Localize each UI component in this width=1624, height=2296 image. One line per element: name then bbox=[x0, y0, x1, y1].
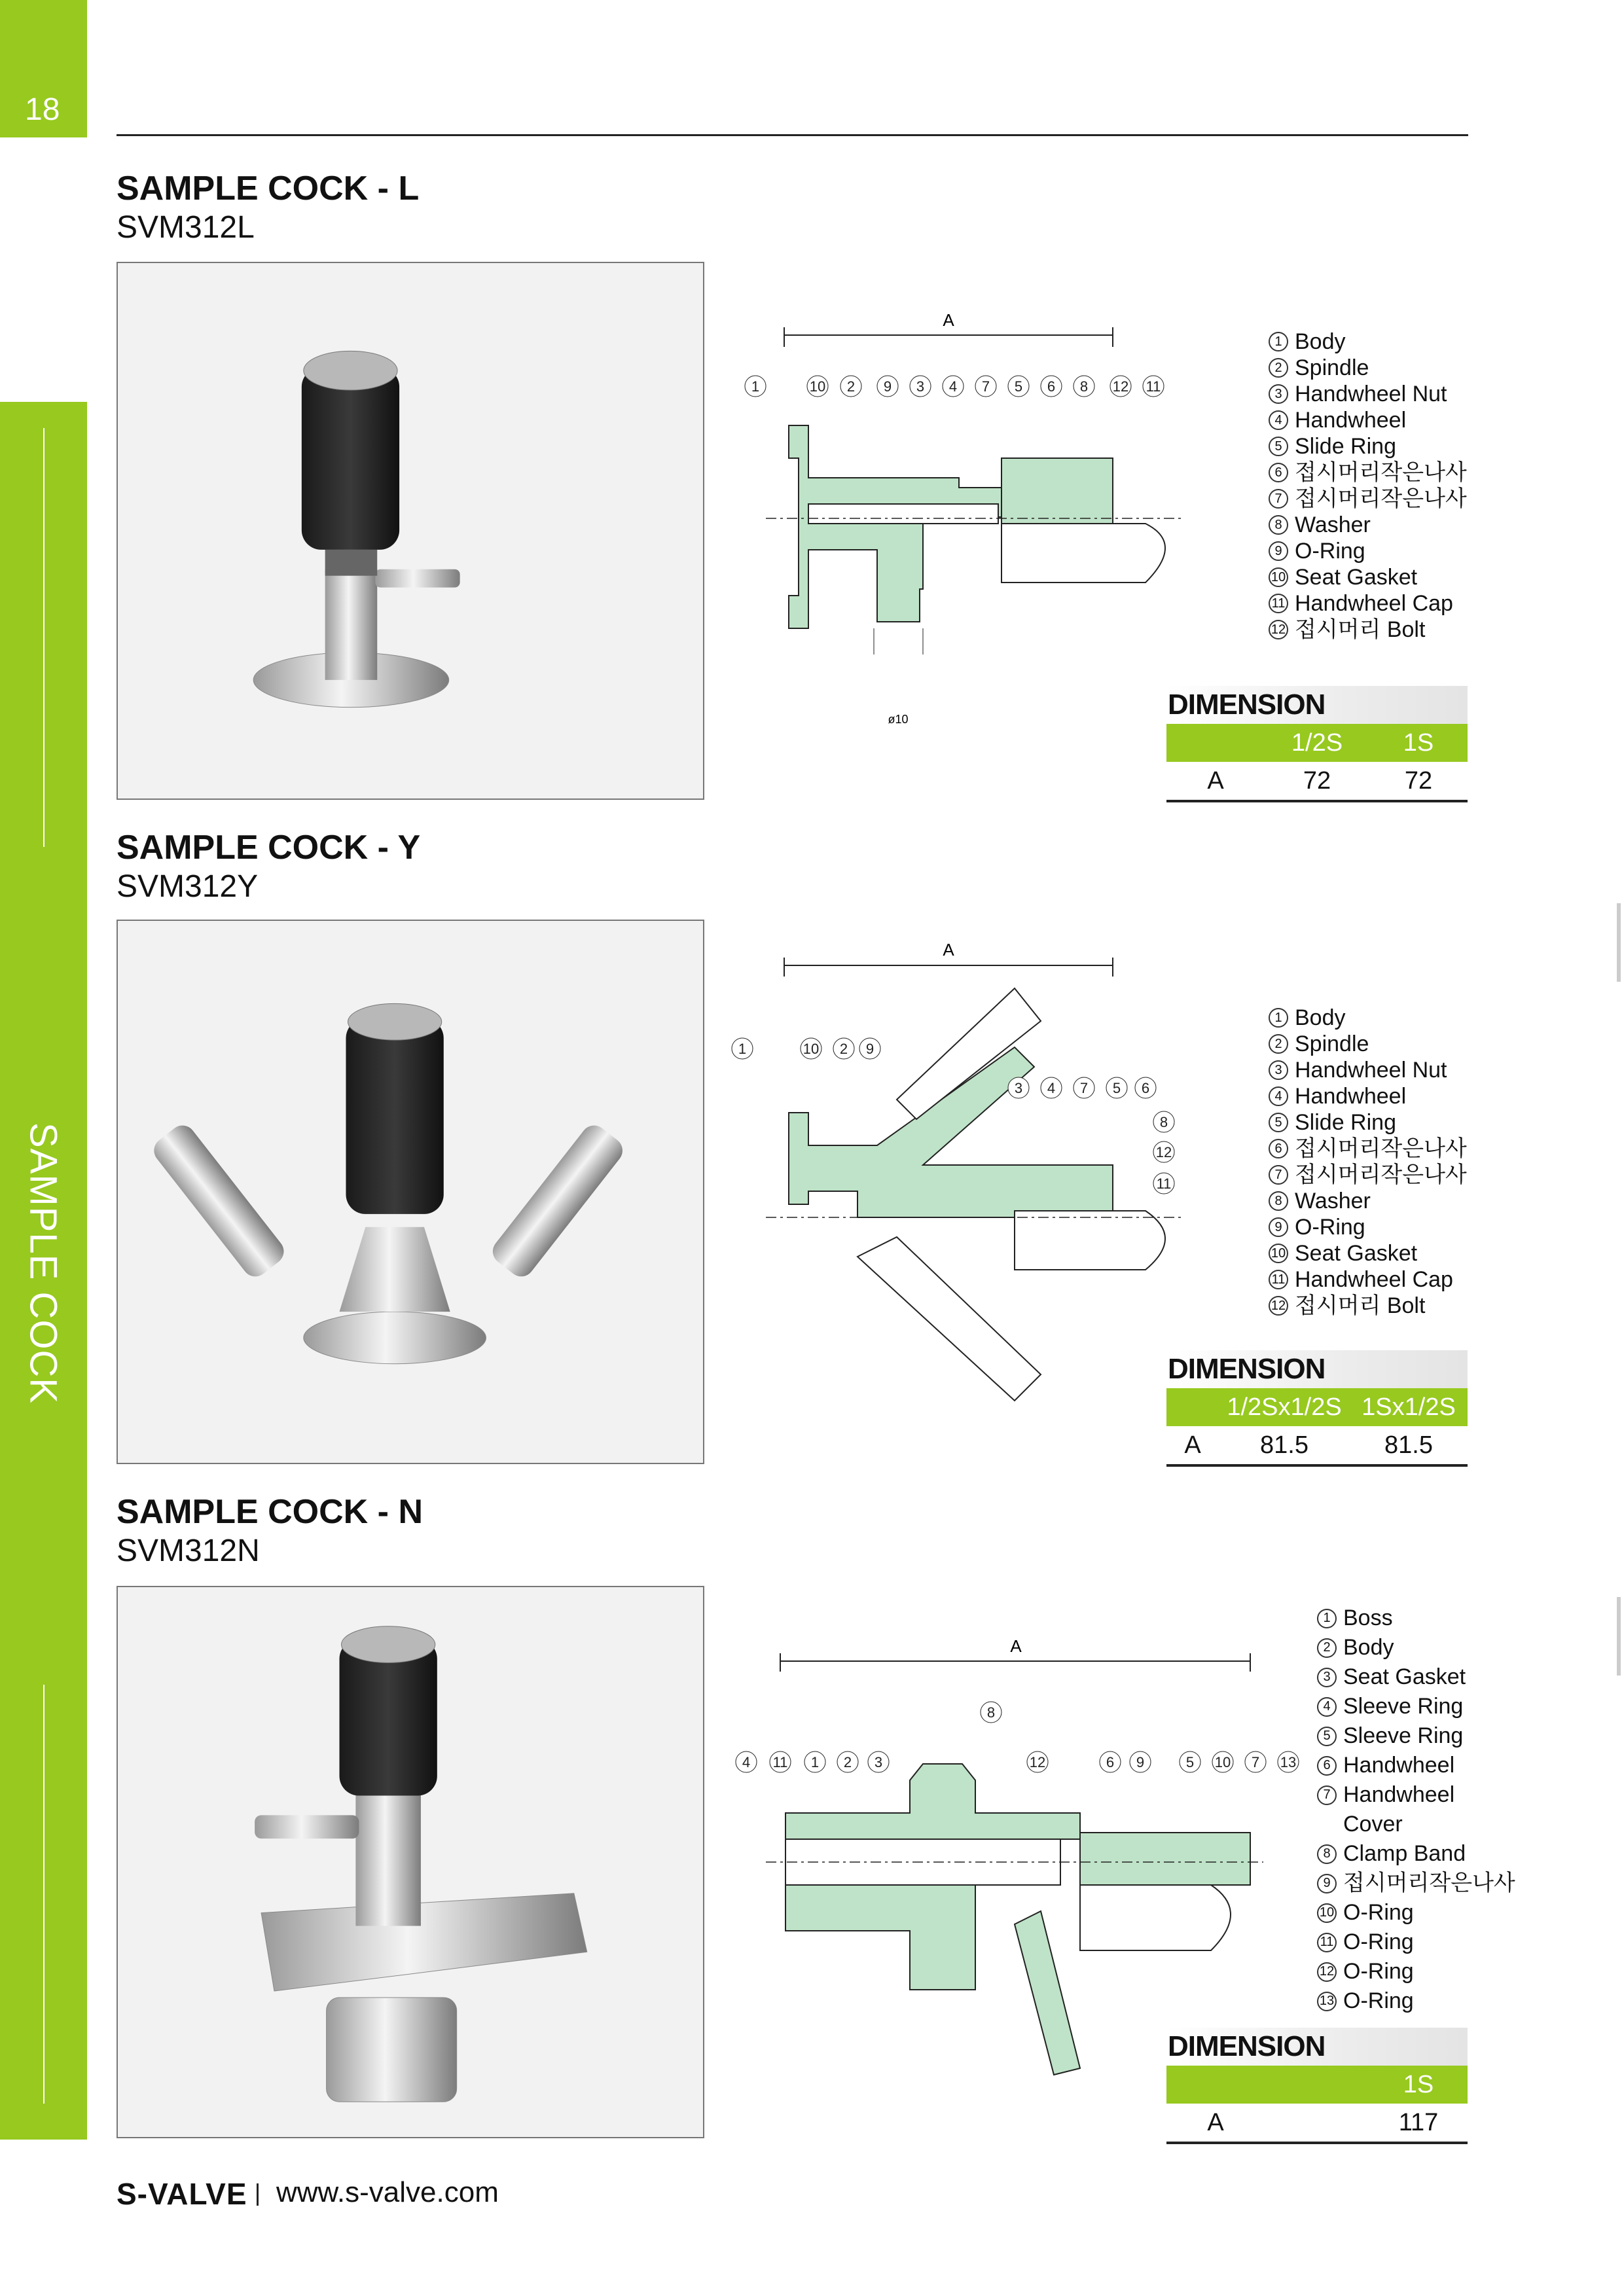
product-photo-sample-cock-n bbox=[117, 1586, 704, 2138]
callout: 4 bbox=[742, 1754, 751, 1770]
parts-list-item: 12 접시머리 Bolt bbox=[1269, 617, 1467, 643]
callout: 7 bbox=[981, 378, 990, 395]
callout: 13 bbox=[1280, 1754, 1297, 1770]
callout: 7 bbox=[1251, 1754, 1260, 1770]
dimension-header-row: 1/2S 1S bbox=[1166, 724, 1468, 762]
parts-list-item: 8 Washer bbox=[1269, 1188, 1467, 1214]
callout: 11 bbox=[1146, 378, 1161, 395]
footer-website-link[interactable]: www.s-valve.com bbox=[276, 2176, 499, 2208]
parts-list-item: 1 Body bbox=[1269, 1005, 1467, 1031]
parts-list-item: 11 Handwheel Cap bbox=[1269, 1266, 1467, 1293]
callout: 2 bbox=[843, 1754, 852, 1770]
parts-list-item: 7 접시머리작은나사 bbox=[1269, 486, 1467, 512]
parts-list-item: 11 Handwheel Cap bbox=[1269, 590, 1467, 617]
callout: 4 bbox=[1047, 1080, 1056, 1096]
parts-list-item: 2 Spindle bbox=[1269, 355, 1467, 381]
section-title: SAMPLE COCK - N bbox=[117, 1493, 423, 1531]
callout: 12 bbox=[1112, 378, 1129, 395]
parts-list-item: 12 접시머리 Bolt bbox=[1269, 1293, 1467, 1319]
callout: 3 bbox=[874, 1754, 883, 1770]
callout: 3 bbox=[1014, 1080, 1023, 1096]
parts-list-item: 11 O-Ring bbox=[1317, 1928, 1515, 1957]
callout: 5 bbox=[1112, 1080, 1121, 1096]
parts-list-item: 3 Handwheel Nut bbox=[1269, 1057, 1467, 1083]
callout: 6 bbox=[1106, 1754, 1115, 1770]
parts-list-item: 6 접시머리작은나사 bbox=[1269, 1136, 1467, 1162]
dimension-title: DIMENSION bbox=[1166, 2028, 1468, 2066]
callout: 9 bbox=[1136, 1754, 1145, 1770]
callout: 2 bbox=[846, 378, 856, 395]
parts-list-item: 8 Washer bbox=[1269, 512, 1467, 538]
callout: 8 bbox=[1159, 1114, 1168, 1130]
callout: 6 bbox=[1141, 1080, 1150, 1096]
callout: 12 bbox=[1155, 1144, 1172, 1160]
parts-list-item: 12 O-Ring bbox=[1317, 1957, 1515, 1986]
parts-list-item: Cover bbox=[1343, 1812, 1403, 1837]
product-photo-sample-cock-l bbox=[117, 262, 704, 800]
parts-list-item: 9 O-Ring bbox=[1269, 538, 1467, 564]
dimension-table bbox=[1166, 686, 1468, 802]
parts-list-item: 2 Spindle bbox=[1269, 1031, 1467, 1057]
parts-list-item: 5 Slide Ring bbox=[1269, 433, 1467, 459]
callout: 3 bbox=[916, 378, 925, 395]
callout: 10 bbox=[1214, 1754, 1231, 1770]
dimension-title: DIMENSION bbox=[1166, 686, 1468, 724]
sidebar-line-bottom bbox=[43, 1685, 45, 2104]
callout: 1 bbox=[738, 1041, 747, 1057]
callout: 2 bbox=[839, 1041, 848, 1057]
callout: 5 bbox=[1014, 378, 1023, 395]
parts-list-item: 2 Body bbox=[1317, 1633, 1515, 1662]
section-model: SVM312N bbox=[117, 1534, 260, 1568]
parts-list-item: 8 Clamp Band bbox=[1317, 1839, 1515, 1869]
callout: 5 bbox=[1185, 1754, 1195, 1770]
dimension-a-label: A bbox=[943, 310, 954, 330]
callout: 9 bbox=[883, 378, 892, 395]
header-rule bbox=[117, 134, 1468, 136]
callout: 11 bbox=[772, 1754, 788, 1770]
dimension-table bbox=[1166, 1350, 1468, 1467]
parts-list bbox=[1317, 1604, 1515, 2016]
parts-list-item: 13 O-Ring bbox=[1317, 1986, 1515, 2016]
dimension-a-label: A bbox=[943, 940, 954, 960]
section-model: SVM312L bbox=[117, 210, 255, 245]
section-drawing-sample-cock-l bbox=[727, 308, 1250, 733]
parts-list-item: 10 Seat Gasket bbox=[1269, 564, 1467, 590]
dimension-table bbox=[1166, 2028, 1468, 2144]
edge-tick bbox=[1617, 1597, 1621, 1676]
parts-list-item: 10 Seat Gasket bbox=[1269, 1240, 1467, 1266]
sidebar-label: SAMPLE COCK bbox=[22, 1122, 65, 1404]
callout: 1 bbox=[751, 378, 760, 395]
callout: 10 bbox=[803, 1041, 820, 1057]
parts-list bbox=[1269, 1005, 1467, 1319]
parts-list-item: 5 Sleeve Ring bbox=[1317, 1721, 1515, 1751]
section-model: SVM312Y bbox=[117, 869, 259, 904]
parts-list-item: 7 접시머리작은나사 bbox=[1269, 1162, 1467, 1188]
parts-list-item: 5 Slide Ring bbox=[1269, 1109, 1467, 1136]
parts-list-item: 6 접시머리작은나사 bbox=[1269, 459, 1467, 486]
parts-list-item: 1 Boss bbox=[1317, 1604, 1515, 1633]
dimension-header-row: 1/2Sx1/2S 1Sx1/2S bbox=[1166, 1388, 1468, 1426]
parts-list-item: 9 O-Ring bbox=[1269, 1214, 1467, 1240]
parts-list-item: 1 Body bbox=[1269, 329, 1467, 355]
dimension-row: A 72 72 bbox=[1166, 762, 1468, 802]
parts-list-item: 7 Handwheel bbox=[1317, 1780, 1515, 1810]
section-title: SAMPLE COCK - L bbox=[117, 170, 420, 207]
callout: 9 bbox=[865, 1041, 875, 1057]
sidebar-line-top bbox=[43, 428, 45, 847]
dimension-row: A 81.5 81.5 bbox=[1166, 1426, 1468, 1467]
parts-list-item: 4 Handwheel bbox=[1269, 1083, 1467, 1109]
bore-diameter-label: ø10 bbox=[888, 713, 909, 726]
callout: 4 bbox=[948, 378, 958, 395]
section-title: SAMPLE COCK - Y bbox=[117, 829, 421, 867]
callout: 8 bbox=[986, 1704, 996, 1721]
page-number-block bbox=[0, 0, 87, 137]
parts-list-item: 10 O-Ring bbox=[1317, 1898, 1515, 1928]
edge-tick bbox=[1617, 903, 1621, 982]
callout: 10 bbox=[809, 378, 826, 395]
footer-brand: S-VALVE bbox=[117, 2177, 247, 2211]
parts-list-item: 9 접시머리작은나사 bbox=[1317, 1869, 1515, 1898]
callout: 12 bbox=[1029, 1754, 1046, 1770]
parts-list-item: 6 Handwheel bbox=[1317, 1751, 1515, 1780]
product-photo-sample-cock-y bbox=[117, 920, 704, 1464]
callout: 11 bbox=[1156, 1175, 1172, 1192]
callout: 8 bbox=[1079, 378, 1089, 395]
parts-list bbox=[1269, 329, 1467, 643]
footer-separator bbox=[257, 2183, 259, 2206]
page-number: 18 bbox=[25, 92, 60, 127]
callout: 7 bbox=[1079, 1080, 1089, 1096]
dimension-header-row: 1S bbox=[1166, 2066, 1468, 2104]
parts-list-item: 3 Handwheel Nut bbox=[1269, 381, 1467, 407]
dimension-title: DIMENSION bbox=[1166, 1350, 1468, 1388]
parts-list-item: 4 Handwheel bbox=[1269, 407, 1467, 433]
callout: 6 bbox=[1047, 378, 1056, 395]
dimension-a-label: A bbox=[1010, 1636, 1022, 1656]
parts-list-item: 3 Seat Gasket bbox=[1317, 1662, 1515, 1692]
callout: 1 bbox=[810, 1754, 820, 1770]
parts-list-item: 4 Sleeve Ring bbox=[1317, 1692, 1515, 1721]
dimension-row: A 117 bbox=[1166, 2104, 1468, 2144]
